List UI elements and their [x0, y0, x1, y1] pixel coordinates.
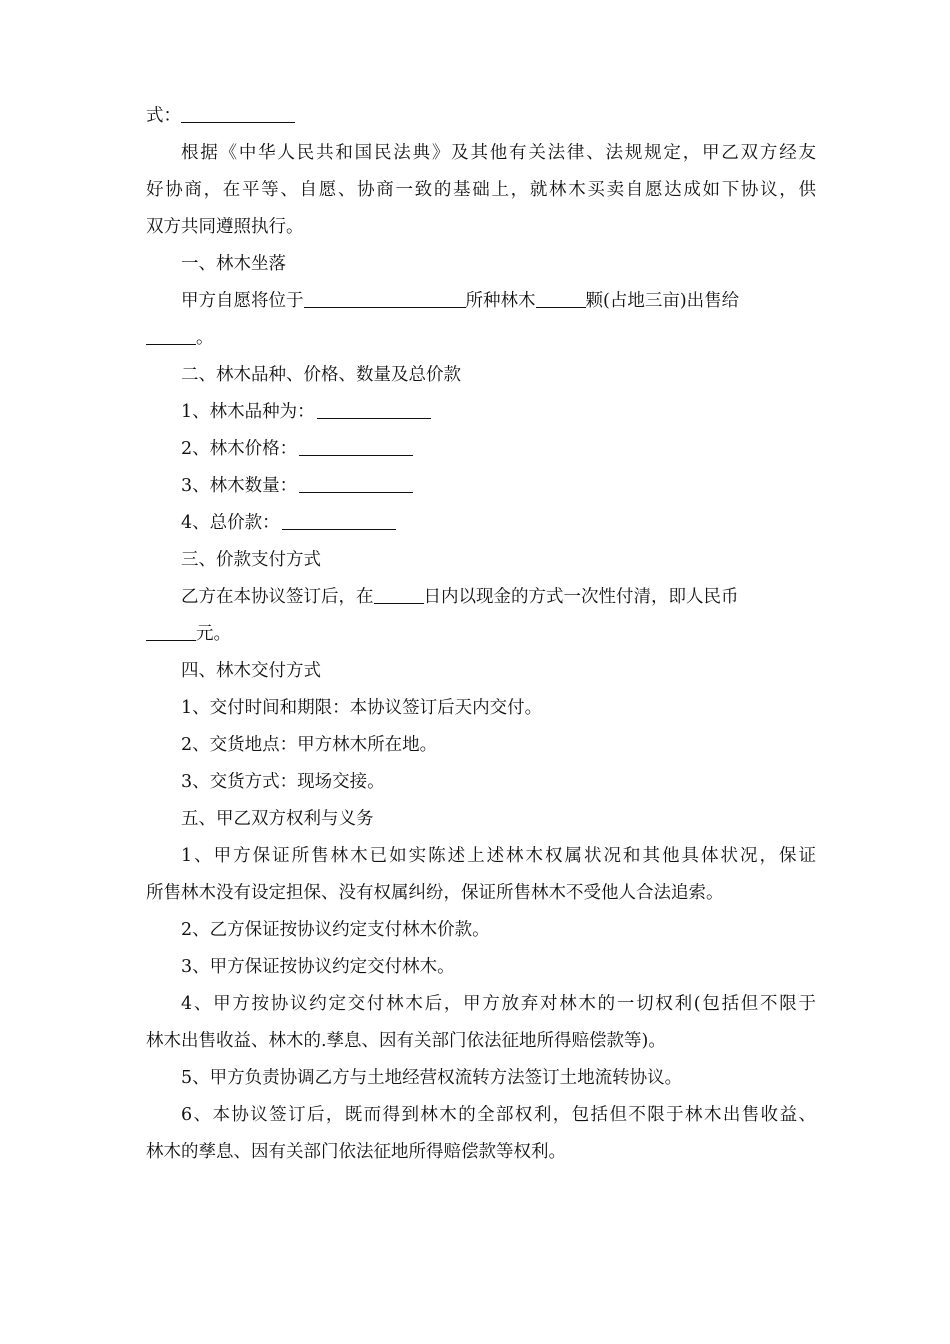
payment-text-a: 乙方在本协议签订后，在 [181, 587, 374, 607]
preamble-line-1: 根据《中华人民共和国民法典》及其他有关法律、法规规定，甲乙双方经友 [181, 143, 816, 163]
delivery-item-2: 2、交货地点：甲方林木所在地。 [181, 735, 438, 755]
rights-item-1-line-1: 1、甲方保证所售林木已如实陈述上述林木权属状况和其他具体状况，保证 [181, 846, 816, 866]
preamble-line-2: 好协商，在平等、自愿、协商一致的基础上，就林木买卖自愿达成如下协议，供 [146, 180, 816, 200]
payment-method-label: 式： [146, 106, 181, 126]
location-text-a: 甲方自愿将位于 [181, 291, 304, 311]
rights-item-3: 3、甲方保证按协议约定交付林木。 [181, 957, 455, 977]
section-2-title: 二、林木品种、价格、数量及总价款 [181, 365, 461, 385]
buyer-line-end: 。 [196, 328, 214, 348]
rights-item-5: 5、甲方负责协调乙方与土地经营权流转方法签订土地流转协议。 [181, 1068, 683, 1088]
payment-line-2 [146, 616, 816, 653]
payment-method-blank [181, 104, 295, 123]
quantity-line [146, 468, 816, 505]
payment-method-line [146, 98, 816, 135]
payment-line-1 [146, 579, 816, 616]
total-price-blank [282, 511, 396, 530]
section-5-title: 五、甲乙双方权利与义务 [181, 809, 374, 829]
contract-body [146, 98, 816, 1171]
section-3-title: 三、价款支付方式 [181, 550, 321, 570]
buyer-blank [146, 326, 196, 345]
rights-item-6-line-2: 林木的孳息、因有关部门依法征地所得赔偿款等权利。 [146, 1142, 566, 1162]
total-price-label: 4、总价款： [181, 513, 280, 533]
rights-item-1-line-2: 所售林木没有设定担保、没有权属纠纷，保证所售林木不受他人合法追索。 [146, 883, 724, 903]
rights-item-4-line-1: 4、甲方按协议约定交付林木后，甲方放弃对林木的一切权利(包括但不限于 [181, 994, 816, 1014]
quantity-label: 3、林木数量： [181, 476, 298, 496]
forest-location-line [146, 283, 816, 320]
payment-days-blank [374, 585, 424, 604]
payment-line-end: 元。 [196, 624, 231, 644]
payment-amount-blank [146, 622, 196, 641]
price-line [146, 431, 816, 468]
price-blank [299, 437, 413, 456]
rights-item-4-line-2: 林木出售收益、林木的.孳息、因有关部门依法征地所得赔偿款等)。 [146, 1031, 666, 1051]
location-text-b: 所种林木 [465, 291, 536, 311]
section-1-title: 一、林木坐落 [181, 254, 286, 274]
rights-item-2: 2、乙方保证按协议约定支付林木价款。 [181, 920, 490, 940]
species-line [146, 394, 816, 431]
species-blank [317, 400, 431, 419]
rights-item-6-line-1: 6、本协议签订后，既而得到林木的全部权利，包括但不限于林木出售收益、 [181, 1105, 816, 1125]
price-label: 2、林木价格： [181, 439, 298, 459]
payment-text-b: 日内以现金的方式一次性付清，即人民币 [423, 587, 739, 607]
delivery-item-1: 1、交付时间和期限：本协议签订后天内交付。 [181, 698, 543, 718]
location-text-c: 颗(占地三亩)出售给 [585, 291, 740, 311]
preamble-line-3: 双方共同遵照执行。 [146, 217, 304, 237]
species-label: 1、林木品种为： [181, 402, 315, 422]
tree-count-blank [536, 289, 586, 308]
section-4-title: 四、林木交付方式 [181, 661, 321, 681]
total-price-line [146, 505, 816, 542]
delivery-item-3: 3、交货方式：现场交接。 [181, 772, 385, 792]
location-blank [304, 289, 466, 308]
buyer-line [146, 320, 816, 357]
quantity-blank [299, 474, 413, 493]
